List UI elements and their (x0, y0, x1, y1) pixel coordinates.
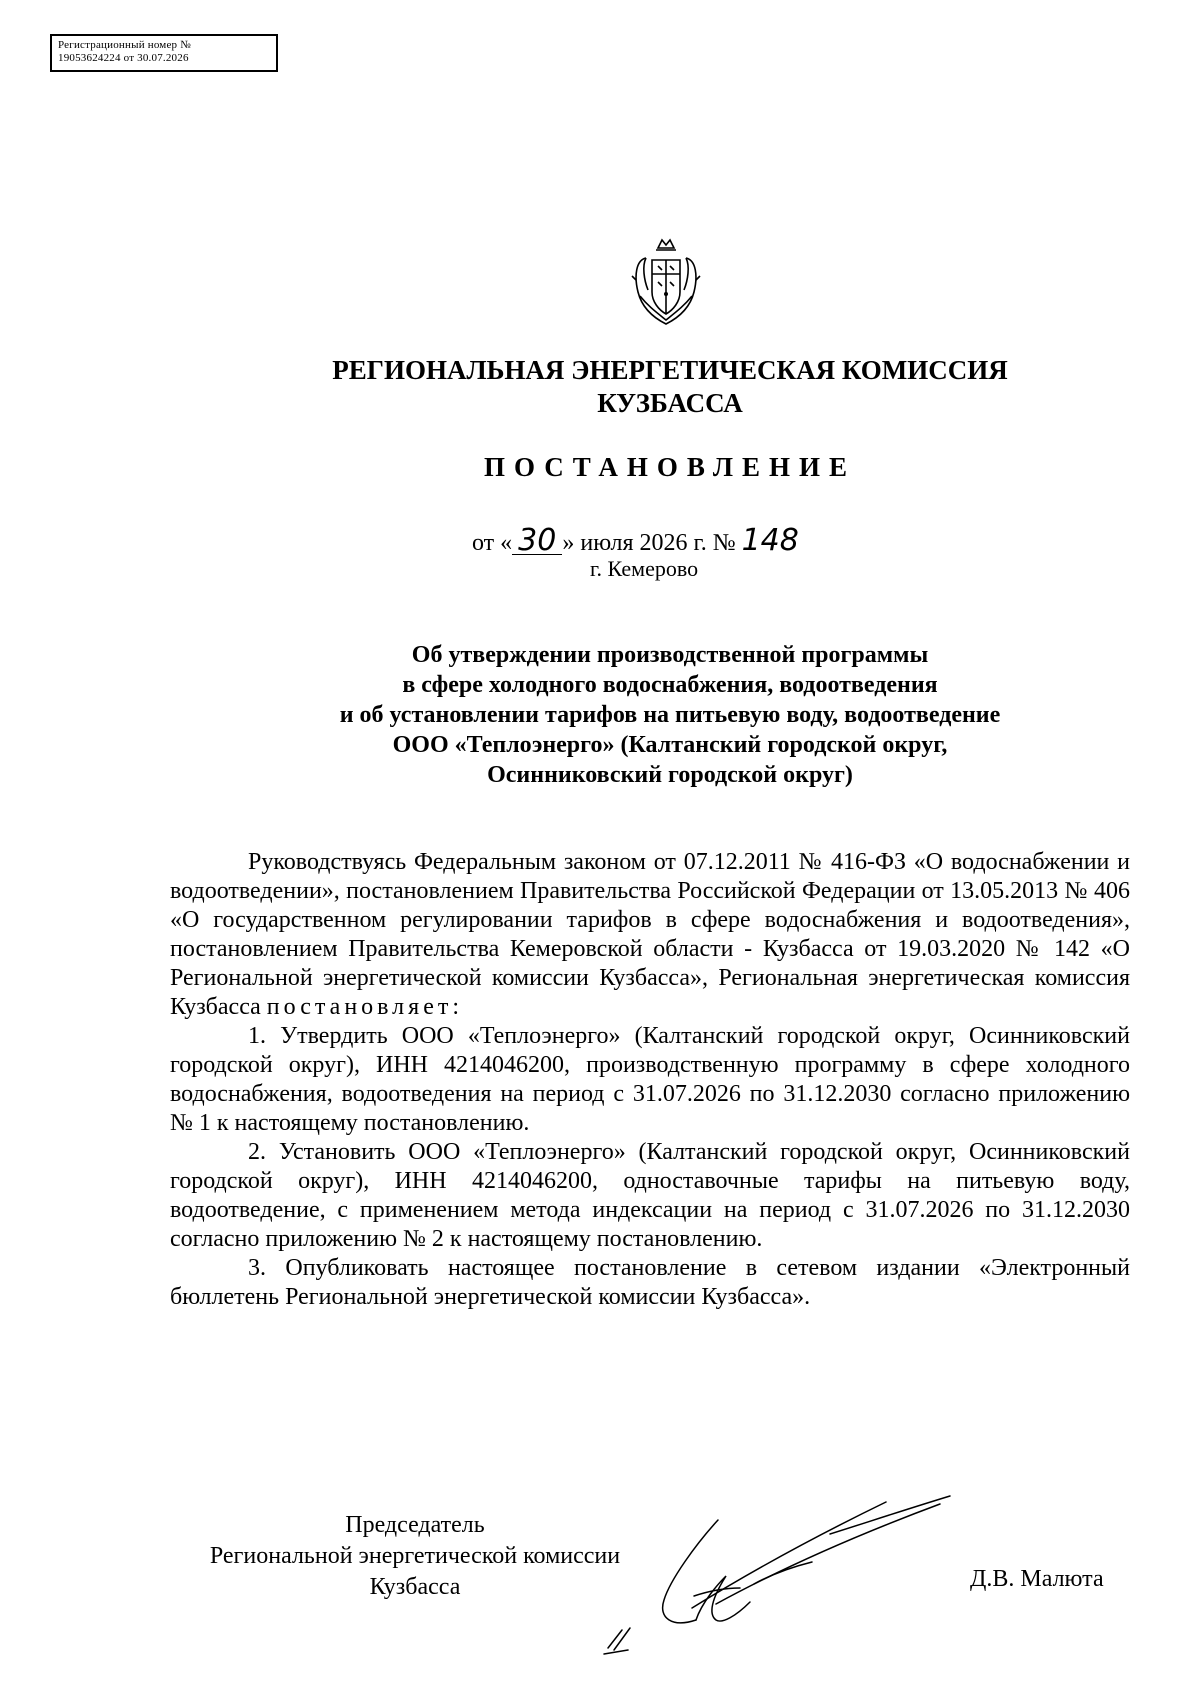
document-number: 148 (741, 523, 799, 558)
item-1-paragraph: 1. Утвердить ООО «Теплоэнерго» (Калтанский городской округ, Осинниковский городской округ), ИНН 4214046200, производственную программу в сфере холодного водоснабжения, водоотведения на период с 31.07.2026 по 31.12.2030 согласно приложению № 1 к настоящему постановлению. (170, 1023, 1130, 1136)
registration-label: Регистрационный номер № (58, 39, 191, 51)
subject-line-2: в сфере холодного водоснабжения, водоотведения (402, 672, 938, 698)
organization-title-line-2: КУЗБАССА (597, 388, 743, 418)
organization-title-line-1: РЕГИОНАЛЬНАЯ ЭНЕРГЕТИЧЕСКАЯ КОМИССИЯ (332, 355, 1008, 385)
document-body (170, 848, 1130, 1312)
date-prefix: от « (472, 530, 513, 556)
subject-line-5: Осинниковский городской округ) (487, 762, 853, 788)
registration-number: 19053624224 от 30.07.2026 (58, 52, 189, 64)
signatory-position (170, 1510, 660, 1603)
date-line (472, 523, 799, 558)
registration-stamp (50, 34, 278, 72)
date-day: 30 (512, 528, 562, 555)
document-subject (0, 640, 1200, 790)
position-line-3: Кузбасса (369, 1574, 461, 1600)
position-line-1: Председатель (345, 1512, 485, 1538)
subject-line-3: и об установлении тарифов на питьевую воду, водоотведение (339, 702, 1001, 728)
position-line-2: Региональной энергетической комиссии (209, 1543, 621, 1569)
signer-name: Д.В. Малюта (970, 1566, 1104, 1592)
preamble-paragraph (170, 848, 1130, 1022)
preamble-text: Руководствуясь Федеральным законом от 07.12.2011 № 416-ФЗ «О водоснабжении и водоотведении», постановлением Правительства Российской Федерации от 13.05.2013 № 406 «О государственном регулировании тарифов в сфере водоснабжения и водоотведения», постановлением Правительства Кемеровской области - Кузбасса от 19.03.2020 № 142 «О Региональной энергетической комиссии Кузбасса», Региональная энергетическая комиссия Кузбасса (170, 849, 1130, 1020)
city-name: г. Кемерово (590, 556, 699, 581)
item-3-paragraph: 3. Опубликовать настоящее постановление в сетевом издании «Электронный бюллетень Региональной энергетической комиссии Кузбасса». (170, 1255, 1130, 1310)
subject-line-1: Об утверждении производственной программы (411, 642, 929, 668)
subject-line-4: ООО «Теплоэнерго» (Калтанский городской округ, (392, 732, 948, 758)
coat-of-arms-icon (628, 236, 704, 328)
handwritten-signature (600, 1480, 980, 1670)
item-2-paragraph: 2. Установить ООО «Теплоэнерго» (Калтанский городской округ, Осинниковский городской округ), ИНН 4214046200, одноставочные тарифы на питьевую воду, водоотведение, с применением метода индексации на период с 31.07.2026 по 31.12.2030 согласно приложению № 2 к настоящему постановлению. (170, 1139, 1130, 1252)
date-middle: » июля 2026 г. № (562, 530, 736, 556)
decree-word: постановляет: (266, 994, 464, 1020)
document-type: ПОСТАНОВЛЕНИЕ (483, 452, 857, 482)
organization-title (0, 354, 1200, 420)
